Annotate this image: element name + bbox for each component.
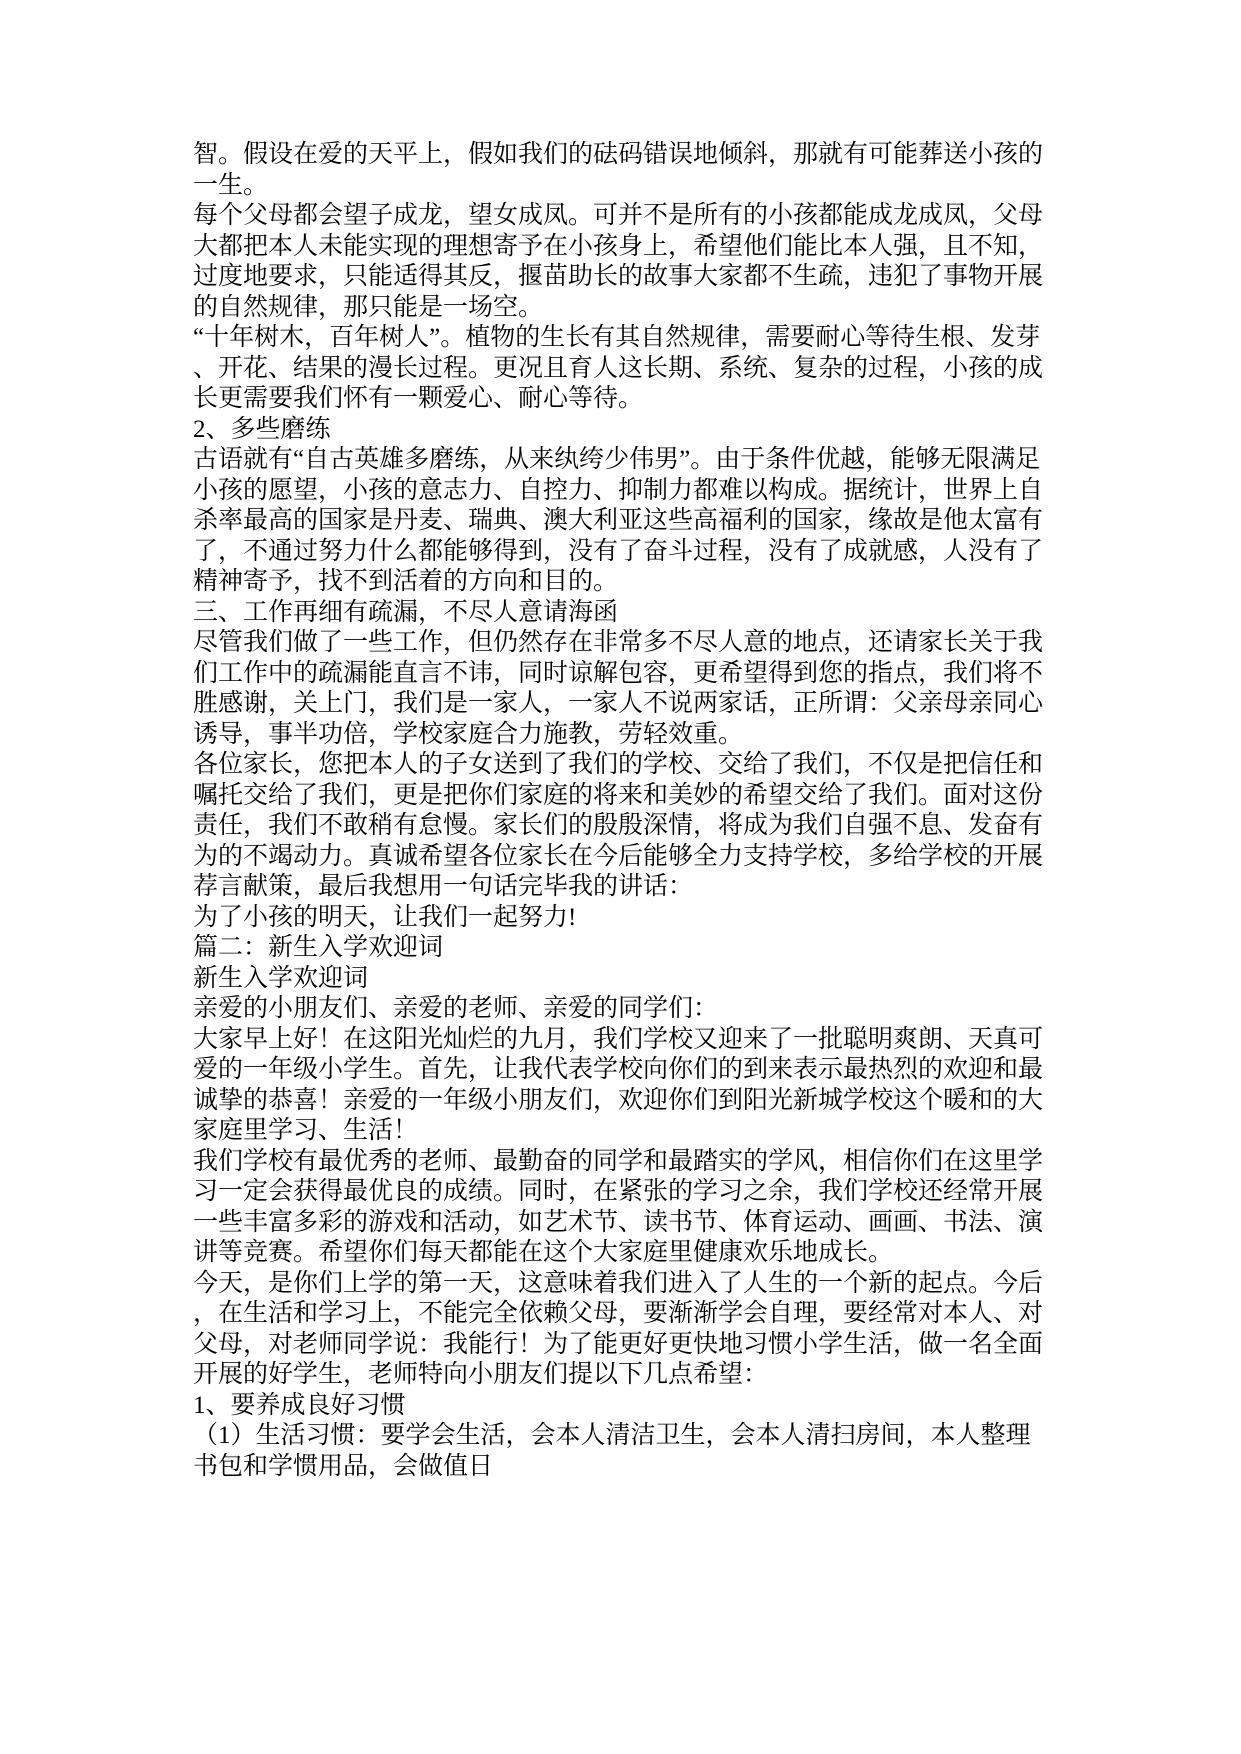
text-line: 长更需要我们怀有一颗爱心、耐心等待。 bbox=[193, 385, 644, 412]
article-title bbox=[193, 964, 1093, 995]
text-line: 了，不通过努力什么都能够得到，没有了奋斗过程，没有了成就感，人没有了 bbox=[193, 537, 1044, 565]
section-heading bbox=[193, 598, 1093, 629]
paragraph bbox=[193, 445, 1093, 598]
text-line: 的自然规律，那只能是一场空。 bbox=[193, 293, 544, 321]
paragraph bbox=[193, 1421, 1093, 1482]
text-line: 家庭里学习、生活！ bbox=[193, 1117, 419, 1144]
text-line: 亲爱的小朋友们、亲爱的老师、亲爱的同学们： bbox=[193, 995, 719, 1022]
salutation bbox=[193, 994, 1093, 1025]
text-line: 诚挚的恭喜！亲爱的一年级小朋友们，欢迎你们到阳光新城学校这个暖和的大 bbox=[193, 1086, 1044, 1114]
heading-text: 新生入学欢迎词 bbox=[193, 964, 369, 992]
paragraph bbox=[193, 1269, 1093, 1391]
text-line: 为的不竭动力。真诚希望各位家长在今后能够全力支持学校，多给学校的开展 bbox=[193, 842, 1044, 870]
paragraph bbox=[193, 750, 1093, 903]
text-line: 习一定会获得最优良的成绩。同时，在紧张的学习之余，我们学校还经常开展 bbox=[193, 1178, 1044, 1205]
text-line: 、开花、结果的漫长过程。更况且育人这长期、系统、复杂的过程，小孩的成 bbox=[193, 354, 1044, 382]
paragraph bbox=[193, 1025, 1093, 1147]
paragraph bbox=[193, 201, 1093, 323]
text-line: 尽管我们做了一些工作，但仍然存在非常多不尽人意的地点，还请家长关于我 bbox=[193, 629, 1044, 656]
paragraph bbox=[193, 1147, 1093, 1269]
text-line: 父母，对老师同学说：我能行！为了能更好更快地习惯小学生活，做一名全面 bbox=[193, 1330, 1044, 1358]
text-line: 们工作中的疏漏能直言不讳，同时谅解包容，更希望得到您的指点，我们将不 bbox=[193, 659, 1044, 687]
section-heading bbox=[193, 1391, 1093, 1422]
text-line: 开展的好学生，老师特向小朋友们提以下几点希望： bbox=[193, 1361, 769, 1388]
text-line: “十年树木，百年树人”。植物的生长有其自然规律，需要耐心等待生根、发芽 bbox=[193, 324, 1041, 351]
text-line: 一生。 bbox=[193, 171, 269, 199]
section-heading bbox=[193, 933, 1093, 964]
paragraph bbox=[193, 323, 1093, 415]
text-line: 诱导，事半功倍，学校家庭合力施教，劳轻效重。 bbox=[193, 720, 744, 748]
text-line: 小孩的愿望，小孩的意志力、自控力、抑制力都难以构成。据统计，世界上自 bbox=[193, 476, 1044, 504]
text-line: 荐言献策，最后我想用一句话完毕我的讲话： bbox=[193, 873, 694, 900]
text-line: ，在生活和学习上，不能完全依赖父母，要渐渐学会自理，要经常对本人、对 bbox=[193, 1300, 1044, 1327]
section-heading bbox=[193, 415, 1093, 446]
heading-text: 2、多些磨练 bbox=[193, 415, 331, 443]
text-line: 大家早上好！在这阳光灿烂的九月，我们学校又迎来了一批聪明爽朗、天真可 bbox=[193, 1025, 1044, 1053]
text-line: 古语就有“自古英雄多磨练，从来纨绔少伟男”。由于条件优越，能够无限满足 bbox=[193, 446, 1041, 473]
text-line: 为了小孩的明天，让我们一起努力! bbox=[193, 903, 577, 931]
text-line: 今天，是你们上学的第一天，这意味着我们进入了人生的一个新的起点。今后 bbox=[193, 1269, 1044, 1297]
text-line: 胜感谢，关上门，我们是一家人，一家人不说两家话，正所谓：父亲母亲同心 bbox=[193, 690, 1044, 717]
heading-text: 1、要养成良好习惯 bbox=[193, 1391, 406, 1419]
text-line: 爱的一年级小学生。首先，让我代表学校向你们的到来表示最热烈的欢迎和最 bbox=[193, 1056, 1044, 1083]
text-line: 大都把本人未能实现的理想寄予在小孩身上，希望他们能比本人强，且不知， bbox=[193, 232, 1044, 260]
text-line: 智。假设在爱的天平上，假如我们的砝码错误地倾斜，那就有可能葬送小孩的 bbox=[193, 141, 1044, 168]
heading-text: 篇二：新生入学欢迎词 bbox=[193, 934, 444, 961]
text-line: 杀率最高的国家是丹麦、瑞典、澳大利亚这些高福利的国家，缘故是他太富有 bbox=[193, 507, 1044, 534]
paragraph bbox=[193, 628, 1093, 750]
text-line: 每个父母都会望子成龙，望女成凤。可并不是所有的小孩都能成龙成凤，父母 bbox=[193, 202, 1044, 229]
heading-text: 三、工作再细有疏漏，不尽人意请海函 bbox=[193, 598, 619, 626]
text-line: 我们学校有最优秀的老师、最勤奋的同学和最踏实的学风，相信你们在这里学 bbox=[193, 1147, 1044, 1175]
text-line: 嘱托交给了我们，更是把你们家庭的将来和美妙的希望交给了我们。面对这份 bbox=[193, 781, 1044, 809]
paragraph bbox=[193, 140, 1093, 201]
document-body bbox=[193, 140, 1093, 1482]
text-line: 讲等竞赛。希望你们每天都能在这个大家庭里健康欢乐地成长。 bbox=[193, 1239, 894, 1266]
text-line: 书包和学惯用品，会做值日 bbox=[193, 1452, 494, 1480]
text-line: （1）生活习惯：要学会生活，会本人清洁卫生，会本人清扫房间，本人整理 bbox=[193, 1422, 1031, 1449]
text-line: 责任，我们不敢稍有怠慢。家长们的殷殷深情，将成为我们自强不息、发奋有 bbox=[193, 812, 1044, 839]
text-line: 各位家长，您把本人的子女送到了我们的学校、交给了我们，不仅是把信任和 bbox=[193, 751, 1044, 778]
text-line: 精神寄予，找不到活着的方向和目的。 bbox=[193, 568, 619, 595]
closing-line bbox=[193, 903, 1093, 934]
text-line: 一些丰富多彩的游戏和活动，如艺术节、读书节、体育运动、画画、书法、演 bbox=[193, 1208, 1044, 1236]
text-line: 过度地要求，只能适得其反，揠苗助长的故事大家都不生疏，违犯了事物开展 bbox=[193, 263, 1044, 290]
